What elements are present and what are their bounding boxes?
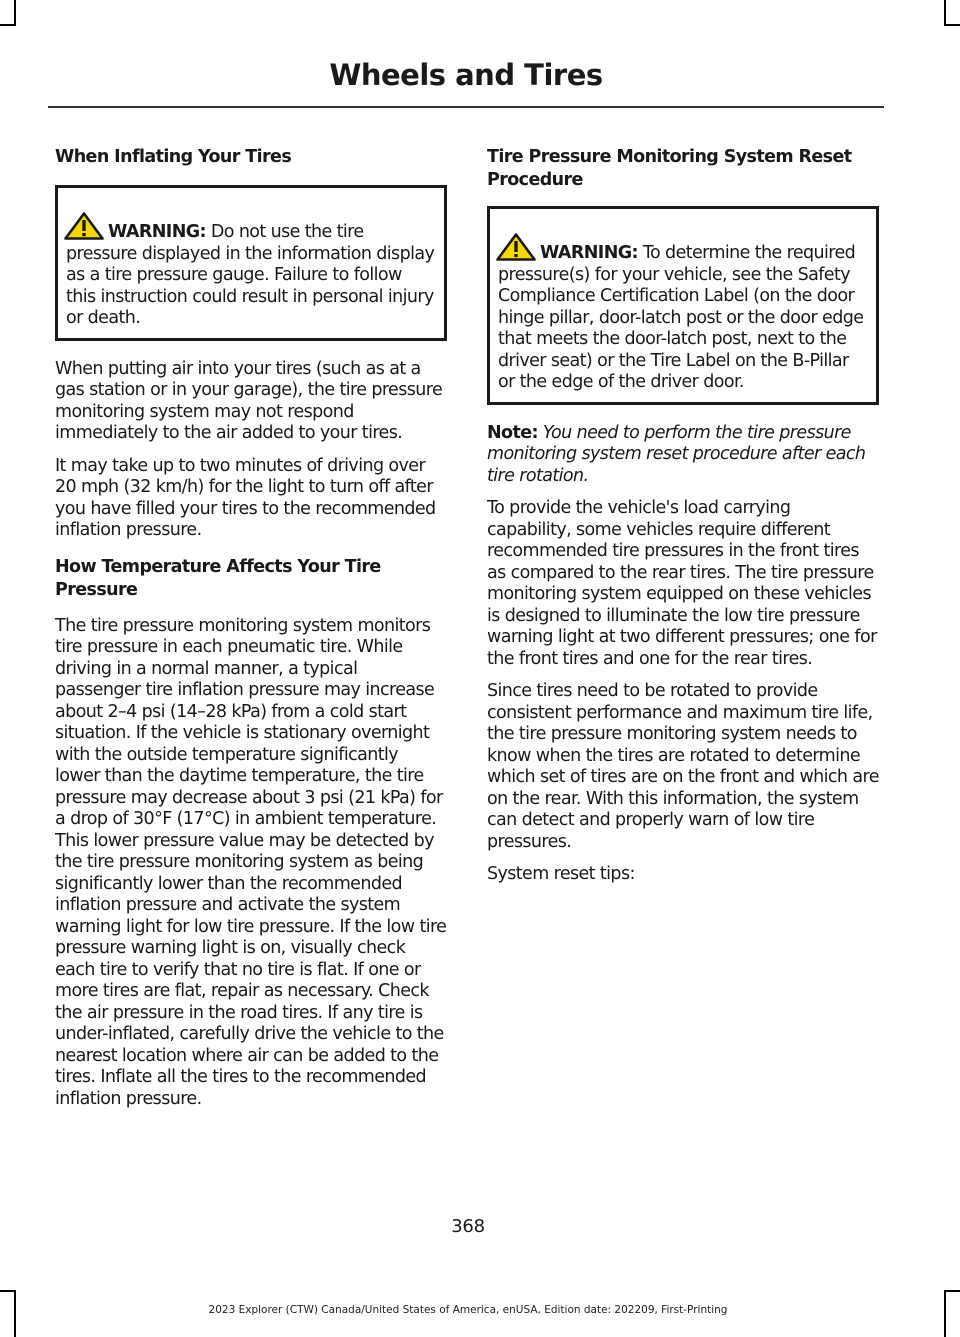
note-label: Note: [487, 422, 538, 443]
crop-mark [944, 1290, 946, 1337]
note-text: You need to perform the tire pressure monitoring system reset procedure after each tire rotation. [487, 422, 866, 486]
section-heading-inflating: When Inflating Your Tires [55, 147, 292, 167]
warning-label: WARNING: [108, 222, 206, 242]
paragraph: It may take up to two minutes of driving over 20 mph (32 km/h) for the light to turn off after you have filled your tires to the recommended inflation pressure. [55, 455, 436, 540]
paragraph: The tire pressure monitoring system monitors tire pressure in each pneumatic tire. While driving in a normal manner, a typical passenger tire inflation pressure may increase about 2–4 psi (14–28 kPa) from a cold start situation. If the vehicle is stationary overnight with the outside temperature significantly lower than the daytime temperature, the tire pressure may decrease about 3 psi (21 kPa) for a drop of 30°F (17°C) in ambient temperature. This lower pressure value may be detected by the tire pressure monitoring system as being significantly lower than the recommended inflation pressure and activate the system warning light for low tire pressure. If the low tire pressure warning light is on, visually check each tire to verify that no tire is flat. If one or more tires are flat, repair as necessary. Check the air pressure in the road tires. If any tire is under-inflated, carefully drive the vehicle to the nearest location where air can be added to the tires. Inflate all the tires to the recommended inflation pressure. [55, 615, 447, 1109]
crop-mark [14, 0, 16, 26]
crop-mark [944, 24, 960, 26]
footer-edition: 2023 Explorer (CTW) Canada/United States of America, enUSA, Edition date: 202209, First-Printing [208, 1304, 728, 1316]
crop-mark [0, 24, 16, 26]
right-column [487, 146, 879, 897]
crop-mark [944, 0, 946, 26]
crop-mark [944, 1290, 960, 1292]
crop-mark [0, 1290, 16, 1292]
paragraph: Since tires need to be rotated to provide consistent performance and maximum tire life, the tire pressure monitoring system needs to know when the tires are rotated to determine which set of tires are on the front and which are on the rear. With this information, the system can detect and properly warn of low tire pressures. [487, 681, 879, 852]
page-number: 368 [451, 1216, 485, 1237]
paragraph: To provide the vehicle's load carrying capability, some vehicles require different recommended tire pressures in the front tires as compared to the rear tires. The tire pressure monitoring system equipped on these vehicles is designed to illuminate the low tire pressure warning light at two different pressures; one for the front tires and one for the rear tires. [487, 498, 877, 669]
warning-label: WARNING: [540, 243, 638, 263]
section-heading-temperature: How Temperature Affects Your Tire Pressure [55, 556, 381, 600]
page-title: Wheels and Tires [329, 58, 603, 92]
paragraph: System reset tips: [487, 864, 635, 884]
warning-triangle-icon [64, 212, 104, 240]
left-column [55, 146, 447, 1121]
paragraph: When putting air into your tires (such as at a gas station or in your garage), the tire pressure monitoring system may not respond immediately to the air added to your tires. [55, 358, 443, 443]
warning-box [487, 206, 879, 405]
section-heading-reset: Tire Pressure Monitoring System Reset Procedure [487, 147, 852, 190]
warning-box [55, 185, 447, 341]
header-divider [48, 106, 884, 108]
warning-text: To determine the required pressure(s) for your vehicle, see the Safety Compliance Certification Label (on the door hinge pillar, door-latch post or the door edge that meets the door-latch post, next to the driver seat) or the Tire Label on the B-Pillar or the edge of the driver door. [498, 243, 864, 392]
warning-triangle-icon [496, 233, 536, 261]
note [487, 423, 879, 488]
warning-text: Do not use the tire pressure displayed in the information display as a tire pressure gauge. Failure to follow this instruction could result in personal injury or death. [66, 222, 435, 328]
